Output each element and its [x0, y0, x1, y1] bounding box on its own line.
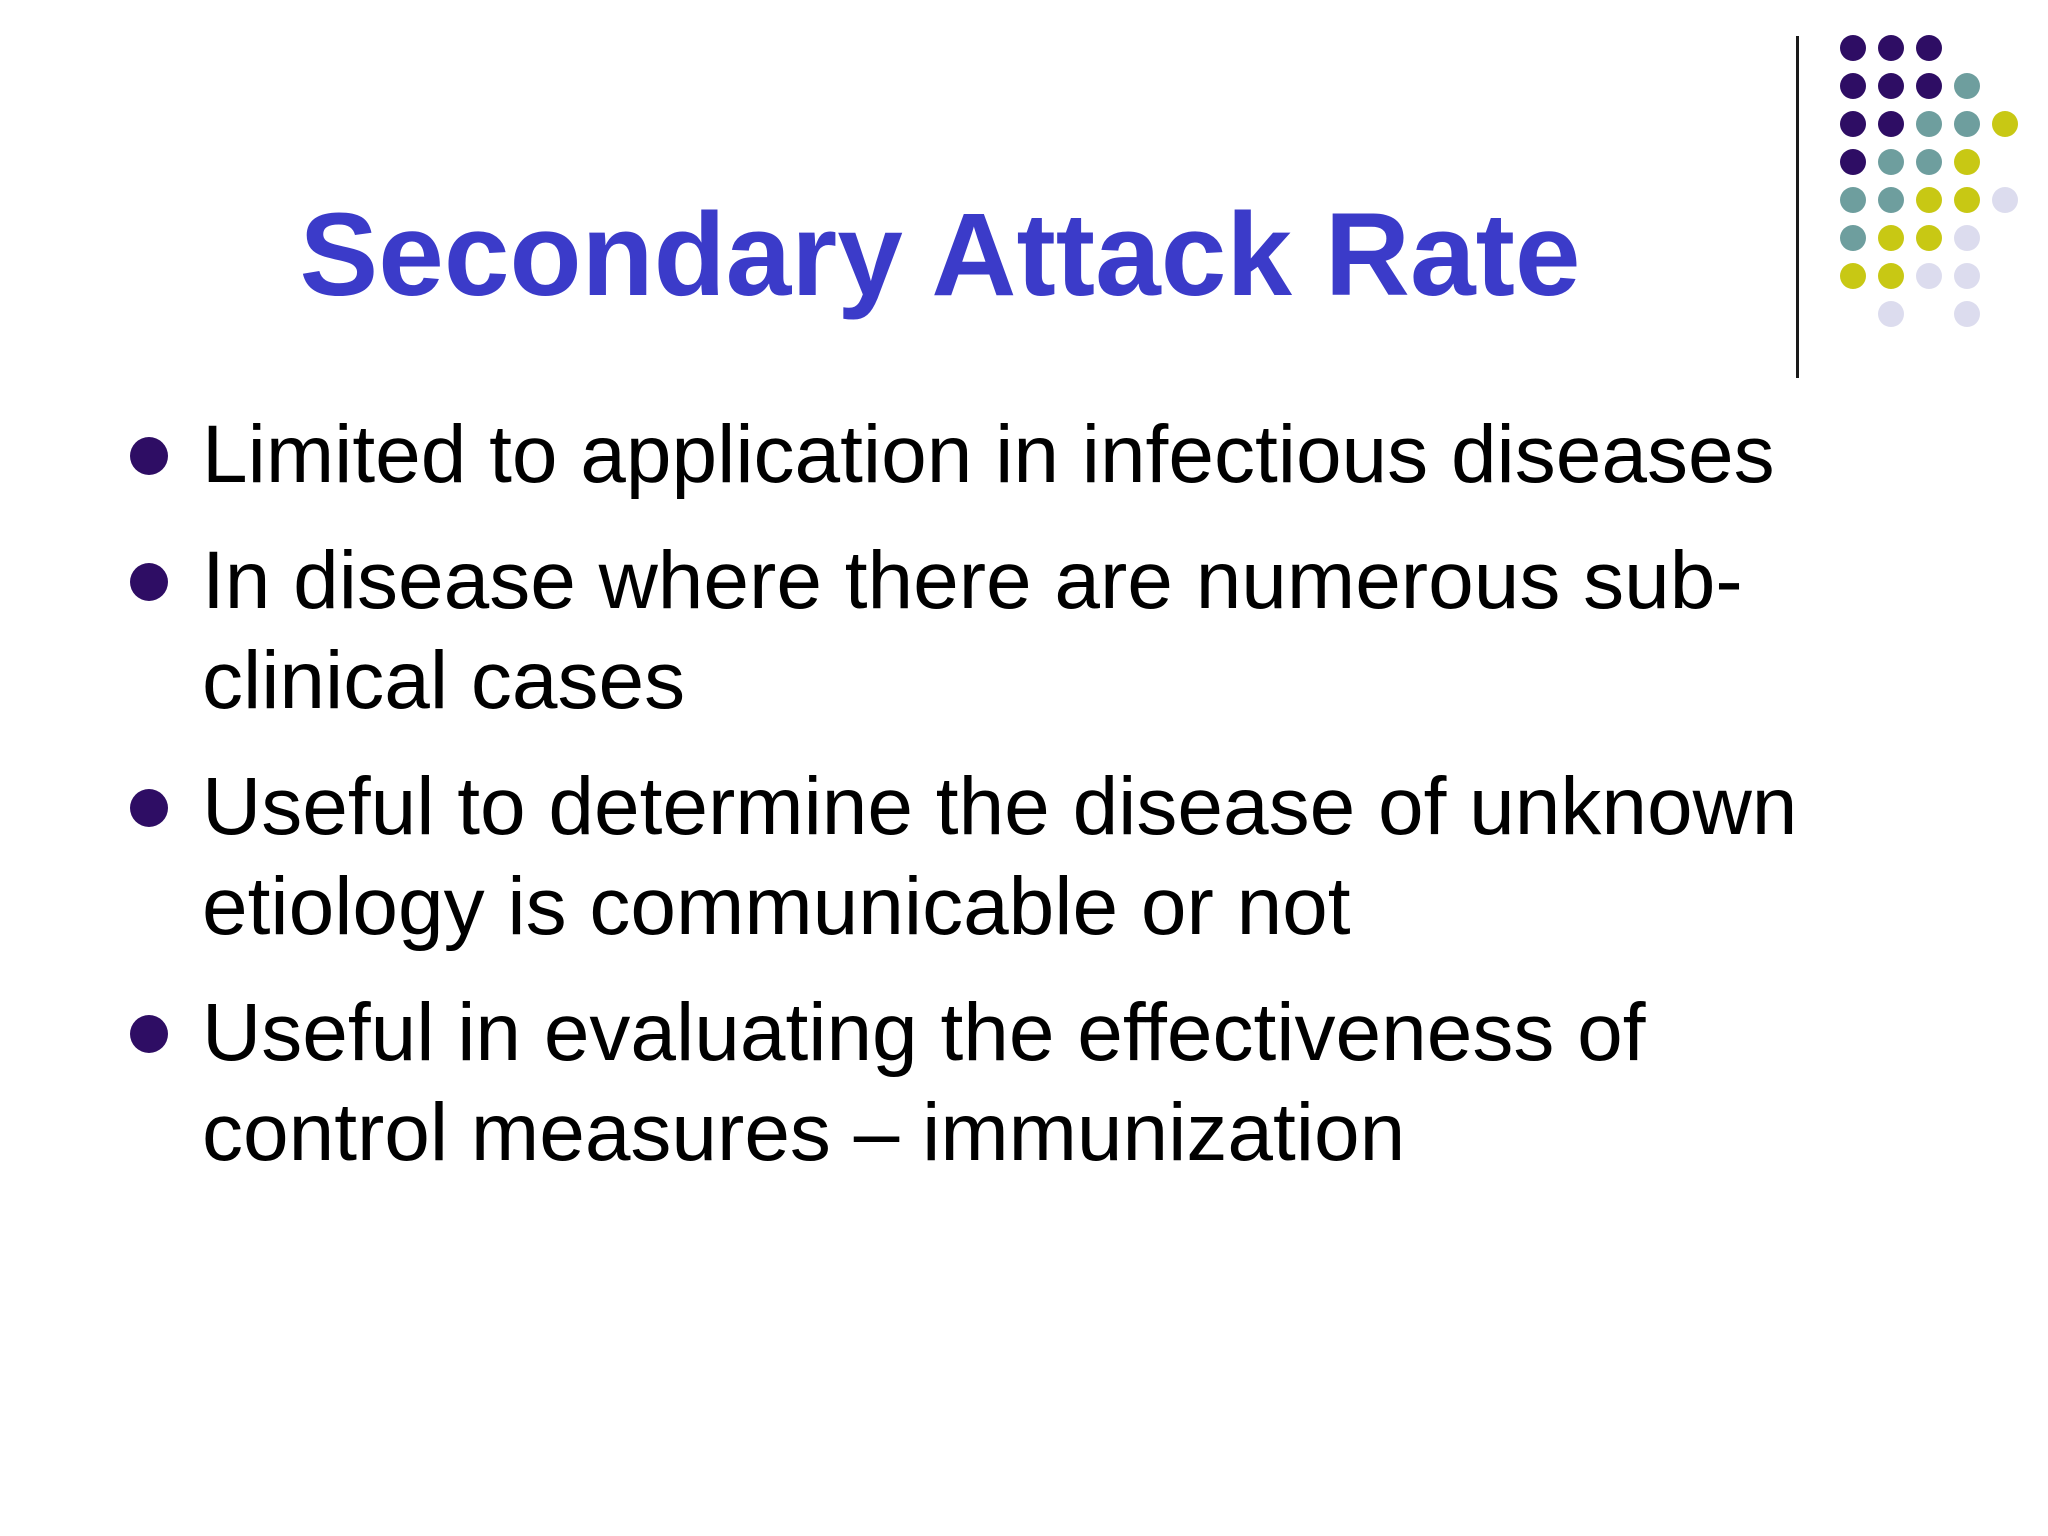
decorative-dot [1878, 73, 1904, 99]
bullet-item [130, 405, 1902, 505]
decorative-dot [1954, 111, 1980, 137]
decorative-dot [1992, 187, 2018, 213]
decorative-dot [1840, 35, 1866, 61]
decorative-dot [1878, 263, 1904, 289]
decorative-dot [1878, 301, 1904, 327]
decorative-dot [1916, 111, 1942, 137]
decorative-dot [1878, 149, 1904, 175]
bullet-dot-icon [130, 1015, 168, 1053]
slide-title: Secondary Attack Rate [299, 189, 1581, 321]
bullet-text: In disease where there are numerous sub-clinical cases [202, 535, 1743, 726]
decorative-dot [1916, 149, 1942, 175]
decorative-dot [1954, 225, 1980, 251]
decorative-dot [1878, 111, 1904, 137]
decorative-dot [1840, 73, 1866, 99]
decorative-dot [1954, 73, 1980, 99]
bullet-item [130, 531, 1902, 731]
decorative-dot [1840, 149, 1866, 175]
bullet-dot-icon [130, 437, 168, 475]
decorative-dot [1954, 149, 1980, 175]
bullet-list [130, 405, 1930, 1209]
decorative-dot [1916, 187, 1942, 213]
decorative-dot [1878, 187, 1904, 213]
bullet-dot-icon [130, 789, 168, 827]
decorative-dot [1840, 111, 1866, 137]
bullet-dot-icon [130, 563, 168, 601]
bullet-item [130, 757, 1902, 957]
decorative-dot [1916, 225, 1942, 251]
decorative-dot [1916, 35, 1942, 61]
bullet-text: Useful to determine the disease of unknown etiology is communicable or not [202, 761, 1798, 952]
decorative-dot [1954, 263, 1980, 289]
decorative-dot [1878, 35, 1904, 61]
decorative-dot [1916, 73, 1942, 99]
decorative-dot [1992, 111, 2018, 137]
bullet-text: Limited to application in infectious diseases [202, 409, 1775, 500]
decorative-dot [1916, 263, 1942, 289]
decorative-dot [1954, 301, 1980, 327]
bullet-item [130, 983, 1902, 1183]
bullet-text: Useful in evaluating the effectiveness of control measures – immunization [202, 987, 1646, 1178]
decorative-dot [1954, 187, 1980, 213]
decorative-dot [1878, 225, 1904, 251]
